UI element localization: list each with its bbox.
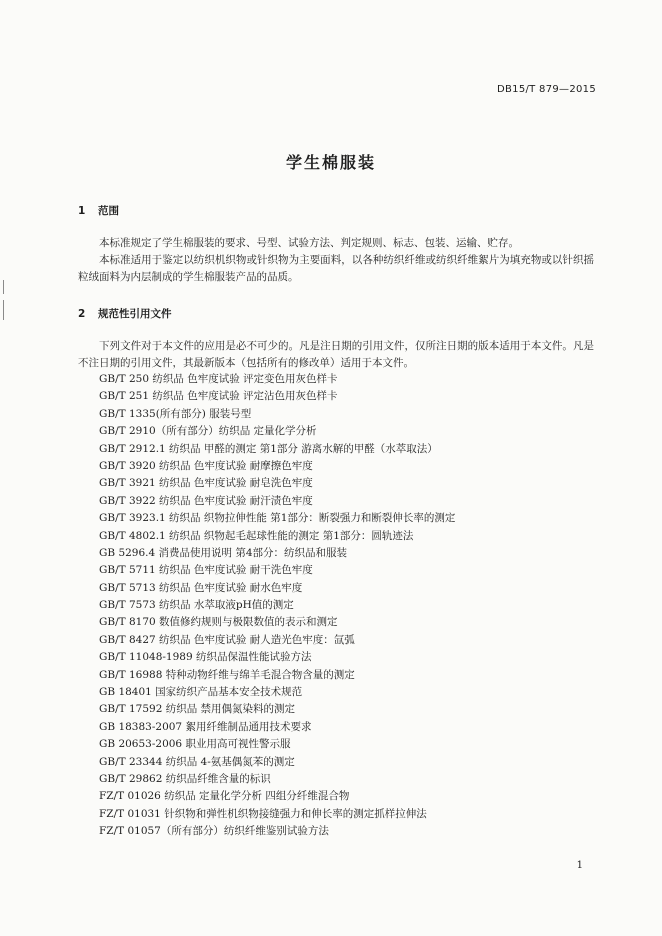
reference-item: FZ/T 01031 针织物和弹性机织物接缝强力和伸长率的测定抓样拉伸法 xyxy=(99,807,427,820)
reference-item: GB/T 5713 纺织品 色牢度试验 耐水色牢度 xyxy=(99,581,303,594)
reference-item: GB/T 17592 纺织品 禁用偶氮染料的测定 xyxy=(99,703,296,716)
reference-item: GB/T 8427 纺织品 色牢度试验 耐人造光色牢度：氙弧 xyxy=(99,633,355,646)
section-number: 1 xyxy=(78,205,86,217)
reference-item: GB/T 3920 纺织品 色牢度试验 耐摩擦色牢度 xyxy=(99,459,313,472)
reference-item: GB/T 1335(所有部分) 服装号型 xyxy=(99,407,252,420)
reference-item: GB/T 16988 特种动物纤维与绵羊毛混合物含量的测定 xyxy=(99,668,355,681)
section-title: 规范性引用文件 xyxy=(98,308,172,320)
reference-item: GB/T 2910（所有部分）纺织品 定量化学分析 xyxy=(99,425,317,438)
reference-item: GB/T 2912.1 纺织品 甲醛的测定 第1部分 游离水解的甲醛（水萃取法） xyxy=(99,442,438,455)
reference-item: GB/T 5711 纺织品 色牢度试验 耐干洗色牢度 xyxy=(99,564,313,577)
reference-item: GB/T 250 纺织品 色牢度试验 评定变色用灰色样卡 xyxy=(99,373,338,385)
reference-item: GB 20653-2006 职业用高可视性警示服 xyxy=(99,738,291,751)
reference-item: FZ/T 01026 纺织品 定量化学分析 四组分纤维混合物 xyxy=(99,790,350,803)
reference-item: GB/T 11048-1989 纺织品保温性能试验方法 xyxy=(99,651,312,664)
reference-item: GB/T 3921 纺织品 色牢度试验 耐皂洗色牢度 xyxy=(99,477,313,490)
reference-item: GB/T 3923.1 纺织品 织物拉伸性能 第1部分：断裂强力和断裂伸长率的测定 xyxy=(99,512,456,525)
reference-item: GB/T 29862 纺织品纤维含量的标识 xyxy=(99,772,271,785)
reference-item: GB/T 251 纺织品 色牢度试验 评定沾色用灰色样卡 xyxy=(99,390,338,403)
scan-margin-mark xyxy=(3,280,4,294)
reference-item: GB/T 7573 纺织品 水萃取液pH值的测定 xyxy=(99,599,294,612)
reference-item: FZ/T 01057（所有部分）纺织纤维鉴别试验方法 xyxy=(99,825,329,838)
scope-paragraph-1: 本标准规定了学生棉服装的要求、号型、试验方法、判定规则、标志、包装、运输、贮存。 xyxy=(99,237,519,249)
scope-paragraph-2: 本标准适用于鉴定以纺织机织物或针织物为主要面料，以各种纺织纤维或纺织纤维絮片为填充物或以针织摇粒绒面料为内层制成的学生棉服装产品的品质。 xyxy=(78,254,594,283)
scan-margin-mark xyxy=(3,300,4,320)
reference-item: GB 18401 国家纺织产品基本安全技术规范 xyxy=(99,686,303,699)
section-heading-scope xyxy=(78,203,119,218)
standard-code: DB15/T 879—2015 xyxy=(497,84,596,95)
references-intro-paragraph: 下列文件对于本文件的应用是必不可少的。凡是注日期的引用文件，仅所注日期的版本适用于本文件。凡是不注日期的引用文件，其最新版本（包括所有的修改单）适用于本文件。 xyxy=(78,340,594,369)
reference-item: GB/T 8170 数值修约规则与极限数值的表示和测定 xyxy=(99,616,338,629)
reference-list xyxy=(99,371,455,841)
reference-item: GB 5296.4 消费品使用说明 第4部分：纺织品和服装 xyxy=(99,546,348,559)
reference-item: GB/T 4802.1 纺织品 织物起毛起球性能的测定 第1部分：圆轨迹法 xyxy=(99,529,414,542)
section-title: 范围 xyxy=(98,205,119,217)
section-number: 2 xyxy=(78,308,86,320)
reference-item: GB 18383-2007 絮用纤维制品通用技术要求 xyxy=(99,720,312,733)
document-title: 学生棉服装 xyxy=(285,153,376,172)
reference-item: GB/T 23344 纺织品 4-氨基偶氮苯的测定 xyxy=(99,755,295,768)
page-number: 1 xyxy=(576,860,583,871)
section-heading-normative-references xyxy=(78,306,172,321)
reference-item: GB/T 3922 纺织品 色牢度试验 耐汗渍色牢度 xyxy=(99,494,313,507)
